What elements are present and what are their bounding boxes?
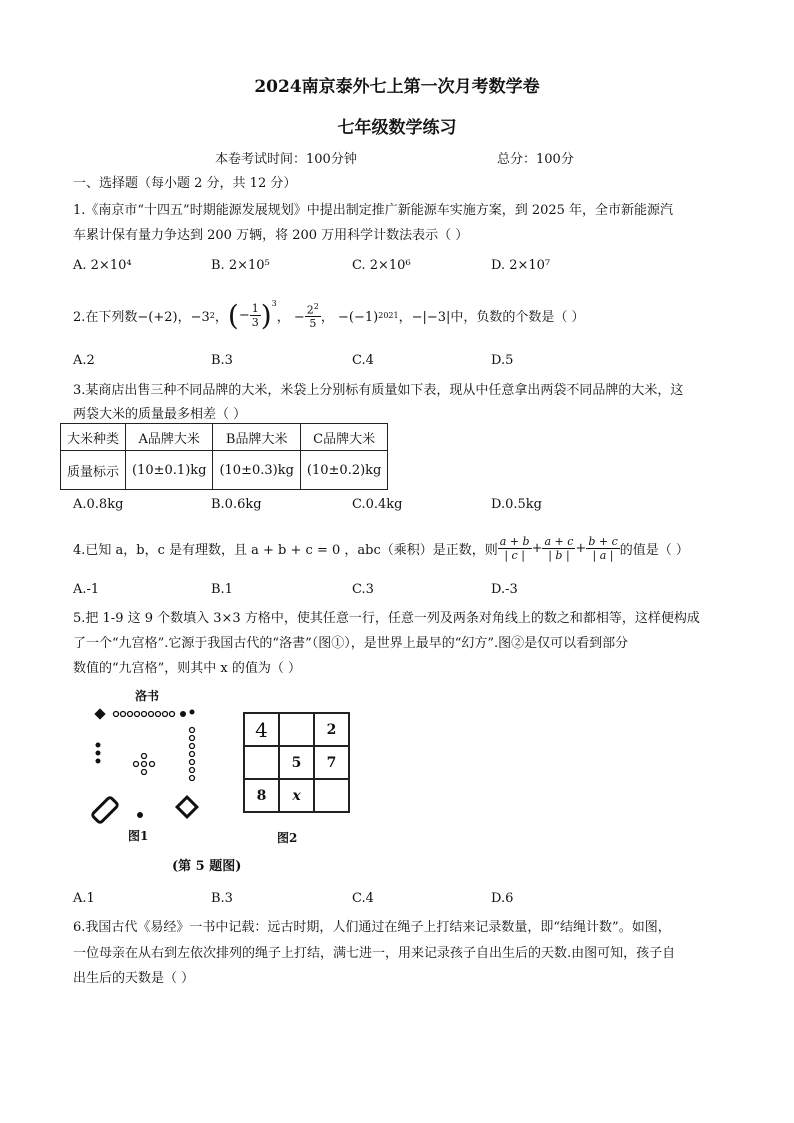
- q3-option-d: D.0.5kg: [491, 497, 542, 512]
- grid-cell: 5: [279, 746, 314, 779]
- q2-stem: [73, 292, 585, 338]
- table-header-row: [61, 424, 388, 451]
- luoshu-label: 洛书: [135, 689, 160, 703]
- magic-square-figure: [243, 712, 350, 813]
- q3-option-c: C.0.4kg: [352, 497, 403, 512]
- grid-row: [244, 746, 349, 779]
- exam-total-score: 总分：100分: [497, 152, 574, 167]
- table-row: [61, 451, 388, 490]
- grid-cell: 4: [244, 713, 279, 746]
- figure-caption: (第 5 题图): [172, 859, 242, 874]
- q5-option-b: B.3: [211, 891, 233, 906]
- grid-cell: 2: [314, 713, 349, 746]
- q5-option-d: D.6: [491, 891, 514, 906]
- q3-line2: 两袋大米的质量最多相差（ ）: [73, 407, 247, 422]
- q2-expression: −(+2)，−3 2 ， ( − $\frac{1}{3}$ ) $^3$ ， − $\frac{2^2}{5}$ ， −(−1) 2021 ，−|−3|: [137, 298, 451, 332]
- q4-expression: $\frac{a + b}{| c |}$ + $\frac{a + c}{| b |}$ + $\frac{b + c}{| a |}$: [499, 534, 618, 562]
- q4-stem: [73, 528, 689, 568]
- fig2-label: 图2: [277, 831, 298, 845]
- section-heading: 一、选择题（每小题 2 分，共 12 分）: [73, 176, 297, 191]
- q6-line2: 一位母亲在从右到左依次排列的绳子上打结，满七进一，用来记录孩子自出生后的天数.由图可知，孩子自: [73, 946, 676, 961]
- exam-time: 本卷考试时间：100分钟: [215, 152, 357, 167]
- table-cell: 质量标示: [61, 451, 126, 490]
- luoshu-diagram: [80, 682, 220, 847]
- q2-suffix: 中，负数的个数是（ ）: [450, 309, 585, 325]
- exam-subtitle: 七年级数学练习: [337, 118, 457, 138]
- table-header-cell: A品牌大米: [126, 424, 213, 451]
- q5-line1: 5.把 1-9 这 9 个数填入 3×3 方格中，使其任意一行，任意一列及两条对角线上的数之和都相等，这样便构成: [73, 611, 700, 626]
- q3-line1: 3.某商店出售三种不同品牌的大米，米袋上分别标有质量如下表，现从中任意拿出两袋不同品牌的大米，这: [73, 383, 684, 398]
- q4-suffix: 的值是（ ）: [619, 542, 689, 558]
- table-header-cell: B品牌大米: [213, 424, 300, 451]
- rice-quality-table: [60, 423, 388, 490]
- table-cell: (10±0.3)kg: [213, 451, 300, 490]
- grid-cell: [279, 713, 314, 746]
- q1-option-d: D. 2×10⁷: [491, 258, 551, 273]
- q4-option-d: D.-3: [491, 582, 518, 597]
- q1-line1: 1.《南京市“十四五”时期能源发展规划》中提出制定推广新能源车实施方案，到 2025 年，全市新能源汽: [73, 203, 674, 218]
- q4-option-b: B.1: [211, 582, 233, 597]
- q2-option-d: D.5: [491, 353, 514, 368]
- q1-option-a: A. 2×10⁴: [73, 258, 132, 273]
- q4-option-a: A.-1: [73, 582, 100, 597]
- q1-option-c: C. 2×10⁶: [352, 258, 411, 273]
- grid-cell: 7: [314, 746, 349, 779]
- grid-row: [244, 779, 349, 812]
- q6-line3: 出生后的天数是（ ）: [73, 971, 195, 986]
- q2-option-b: B.3: [211, 353, 233, 368]
- q5-option-a: A.1: [73, 891, 95, 906]
- q3-option-a: A.0.8kg: [73, 497, 124, 512]
- grid-cell: x: [279, 779, 314, 812]
- table-header-cell: 大米种类: [61, 424, 126, 451]
- q1-option-b: B. 2×10⁵: [211, 258, 270, 273]
- q5-line2: 了一个“九宫格”.它源于我国古代的“洛書”（图①），是世界上最早的“幻方”.图②是仅可以看到部分: [73, 636, 629, 651]
- q5-option-c: C.4: [352, 891, 374, 906]
- q6-line1: 6.我国古代《易经》一书中记载：远古时期，人们通过在绳子上打结来记录数量，即“结绳计数”。如图，: [73, 920, 671, 935]
- q3-option-b: B.0.6kg: [211, 497, 262, 512]
- q1-line2: 车累计保有量力争达到 200 万辆，将 200 万用科学计数法表示（ ）: [73, 228, 469, 243]
- q2-prefix: 2.在下列数: [73, 309, 138, 325]
- table-cell: (10±0.2)kg: [300, 451, 387, 490]
- magic-square-grid: [243, 712, 350, 813]
- q5-line3: 数值的“九宫格”，则其中 x 的值为（ ）: [73, 661, 302, 676]
- luoshu-figure: [80, 682, 220, 847]
- q2-option-c: C.4: [352, 353, 374, 368]
- exam-title: 2024南京泰外七上第一次月考数学卷: [254, 77, 540, 97]
- table-cell: (10±0.1)kg: [126, 451, 213, 490]
- q2-option-a: A.2: [73, 353, 95, 368]
- table-header-cell: C品牌大米: [300, 424, 387, 451]
- fig1-label: 图1: [128, 829, 149, 843]
- grid-cell: 8: [244, 779, 279, 812]
- grid-cell: [244, 746, 279, 779]
- q4-prefix: 4.已知 a，b，c 是有理数，且 a + b + c = 0 ，abc（乘积）是正数，则: [73, 542, 498, 558]
- grid-cell: [314, 779, 349, 812]
- q4-option-c: C.3: [352, 582, 374, 597]
- grid-row: [244, 713, 349, 746]
